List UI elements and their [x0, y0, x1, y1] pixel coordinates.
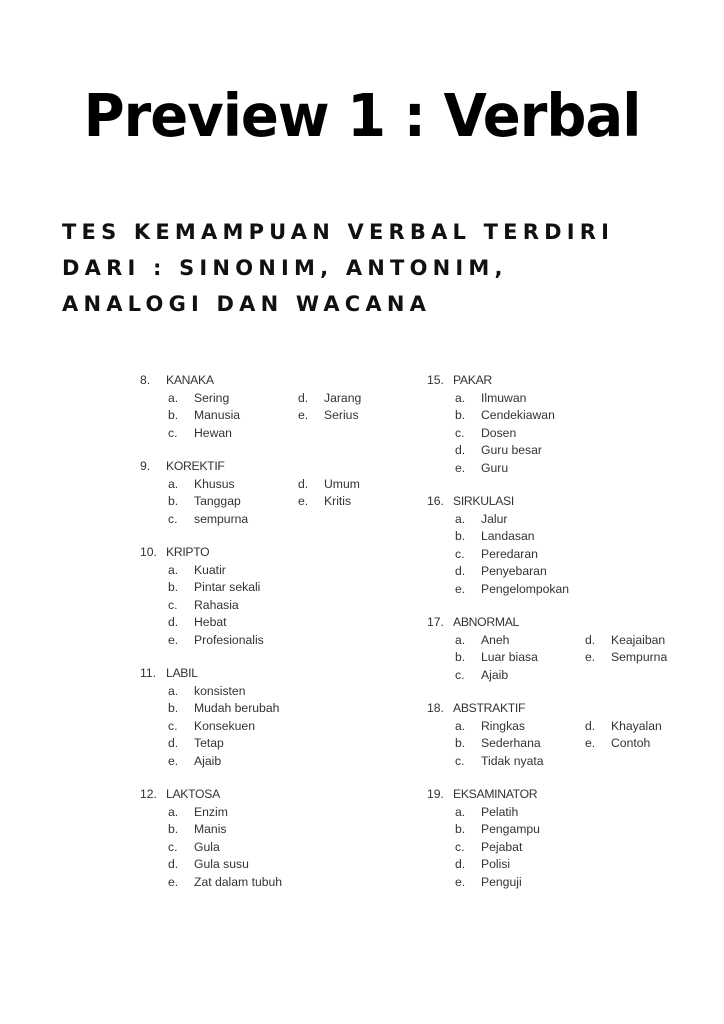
answer-option	[585, 632, 705, 650]
option-letter: c.	[455, 667, 465, 682]
option-list	[427, 632, 705, 685]
question-number: 15.	[427, 373, 444, 387]
option-letter: e.	[585, 736, 596, 750]
question-number: 18.	[427, 701, 444, 715]
answer-option	[455, 442, 655, 460]
answer-option	[455, 425, 655, 443]
question-header	[427, 614, 705, 632]
question-item	[427, 700, 705, 770]
answer-option	[455, 511, 655, 529]
answer-option	[168, 683, 368, 701]
question-header	[140, 665, 418, 683]
option-letter: d.	[298, 476, 309, 491]
question-header	[140, 372, 418, 390]
answer-option	[298, 476, 418, 494]
answer-option	[168, 874, 368, 892]
question-word: KOREKTIF	[166, 459, 225, 473]
option-text: Zat dalam tubuh	[194, 874, 283, 889]
question-column-left	[140, 372, 418, 907]
option-letter: a.	[168, 390, 179, 405]
question-word: LAKTOSA	[166, 787, 220, 801]
option-text: Penyebaran	[481, 564, 547, 578]
option-text: Hebat	[194, 615, 227, 629]
option-letter: c.	[168, 839, 178, 854]
answer-option	[168, 476, 298, 494]
option-text: Manis	[194, 822, 227, 836]
answer-option	[455, 528, 655, 546]
answer-option	[168, 597, 368, 615]
option-text: Sempurna	[611, 650, 668, 664]
option-text: Rahasia	[194, 597, 239, 612]
question-header	[427, 700, 705, 718]
option-text: Jalur	[481, 511, 508, 526]
answer-option	[455, 581, 655, 599]
option-text: Serius	[324, 408, 359, 422]
question-number: 17.	[427, 615, 444, 629]
option-letter: e.	[168, 632, 179, 647]
answer-option	[455, 856, 655, 874]
answer-option	[168, 579, 368, 597]
answer-option	[168, 511, 298, 529]
option-letter: a.	[168, 804, 179, 819]
answer-option	[168, 753, 368, 771]
option-letter: a.	[455, 390, 466, 405]
answer-option	[455, 804, 655, 822]
question-number: 19.	[427, 787, 444, 801]
option-text: Pejabat	[481, 839, 523, 854]
answer-option	[455, 390, 655, 408]
question-item	[427, 614, 705, 684]
option-text: Hewan	[194, 425, 232, 440]
option-text: konsisten	[194, 683, 246, 698]
option-letter: d.	[168, 615, 179, 629]
option-text: Tidak nyata	[481, 753, 544, 768]
option-letter: a.	[168, 562, 179, 577]
option-list	[140, 804, 418, 892]
option-letter: e.	[298, 494, 309, 508]
answer-option	[168, 804, 368, 822]
answer-option	[168, 735, 368, 753]
option-text: Pengampu	[481, 822, 540, 836]
option-letter: b.	[168, 822, 179, 836]
option-text: Ringkas	[481, 718, 526, 733]
question-word: PAKAR	[453, 373, 492, 387]
question-header	[427, 786, 705, 804]
option-list	[140, 683, 418, 771]
answer-option	[168, 407, 298, 425]
option-list	[427, 390, 705, 478]
option-text: Ilmuwan	[481, 390, 527, 405]
question-word: ABNORMAL	[453, 615, 520, 629]
subtitle-line: ANALOGI DAN WACANA	[62, 292, 432, 316]
option-text: Peredaran	[481, 546, 538, 561]
option-text: Guru besar	[481, 443, 542, 457]
option-text: Polisi	[481, 857, 511, 871]
option-text: Tetap	[194, 736, 224, 750]
answer-option	[585, 735, 705, 753]
option-letter: c.	[455, 753, 465, 768]
question-item	[140, 665, 418, 770]
question-item	[140, 544, 418, 649]
option-letter: a.	[455, 804, 466, 819]
answer-option	[168, 562, 368, 580]
option-letter: a.	[168, 476, 179, 491]
option-text: Enzim	[194, 804, 228, 819]
answer-option	[455, 735, 585, 753]
option-list	[140, 562, 418, 650]
answer-option	[585, 718, 705, 736]
option-text: Profesionalis	[194, 632, 264, 647]
answer-option	[298, 493, 418, 511]
option-text: Kritis	[324, 494, 352, 508]
option-text: Landasan	[481, 529, 535, 543]
option-letter: d.	[585, 718, 596, 733]
option-letter: b.	[455, 650, 466, 664]
subtitle-line: TES KEMAMPUAN VERBAL TERDIRI	[62, 220, 615, 244]
option-text: Gula susu	[194, 857, 249, 871]
question-column-right	[427, 372, 705, 907]
answer-option	[168, 821, 368, 839]
option-letter: e.	[585, 650, 596, 664]
option-letter: b.	[168, 580, 179, 594]
option-text: Kuatir	[194, 562, 226, 577]
option-text: Mudah berubah	[194, 701, 280, 715]
option-letter: d.	[168, 736, 179, 750]
question-header	[140, 786, 418, 804]
question-item	[140, 372, 418, 442]
option-letter: e.	[168, 874, 179, 889]
option-text: Gula	[194, 839, 220, 854]
question-number: 8.	[140, 373, 151, 387]
question-header	[140, 544, 418, 562]
question-word: KANAKA	[166, 373, 214, 387]
option-text: Ajaib	[481, 667, 509, 682]
question-word: ABSTRAKTIF	[453, 701, 526, 715]
answer-option	[455, 667, 585, 685]
answer-option	[455, 407, 655, 425]
option-text: Ajaib	[194, 753, 222, 768]
option-letter: b.	[455, 822, 466, 836]
option-list	[427, 804, 705, 892]
option-letter: d.	[298, 390, 309, 405]
option-letter: d.	[455, 564, 466, 578]
question-item	[140, 458, 418, 528]
option-letter: a.	[168, 683, 179, 698]
option-text: Konsekuen	[194, 718, 255, 733]
answer-option	[455, 753, 585, 771]
option-text: Penguji	[481, 874, 522, 889]
question-item	[140, 786, 418, 891]
option-letter: e.	[168, 753, 179, 768]
option-letter: c.	[455, 546, 465, 561]
answer-option	[455, 839, 655, 857]
option-letter: a.	[455, 718, 466, 733]
answer-option	[168, 632, 368, 650]
option-list	[140, 390, 418, 443]
answer-option	[298, 407, 418, 425]
answer-option	[585, 649, 705, 667]
answer-option	[168, 614, 368, 632]
question-number: 10.	[140, 545, 157, 559]
option-letter: a.	[455, 632, 466, 647]
option-letter: b.	[168, 408, 179, 422]
option-letter: e.	[455, 581, 466, 596]
option-letter: b.	[455, 529, 466, 543]
subtitle	[62, 214, 702, 322]
option-text: Keajaiban	[611, 632, 666, 647]
option-letter: b.	[455, 408, 466, 422]
question-item	[427, 372, 705, 477]
answer-option	[168, 390, 298, 408]
answer-option	[298, 390, 418, 408]
option-text: Umum	[324, 476, 360, 491]
option-letter: d.	[168, 857, 179, 871]
question-item	[427, 786, 705, 891]
option-letter: d.	[455, 443, 466, 457]
page-title: Preview 1 : Verbal	[83, 82, 641, 151]
option-letter: e.	[298, 408, 309, 422]
question-word: LABIL	[166, 666, 198, 680]
option-text: sempurna	[194, 511, 249, 526]
question-header	[427, 372, 705, 390]
answer-option	[455, 563, 655, 581]
option-text: Pelatih	[481, 804, 519, 819]
option-text: Khusus	[194, 476, 235, 491]
option-text: Luar biasa	[481, 650, 538, 664]
option-text: Pengelompokan	[481, 581, 570, 596]
option-letter: e.	[455, 874, 466, 889]
option-text: Khayalan	[611, 718, 662, 733]
option-letter: b.	[168, 494, 179, 508]
answer-option	[455, 546, 655, 564]
option-text: Manusia	[194, 408, 241, 422]
option-letter: b.	[168, 701, 179, 715]
option-text: Sering	[194, 390, 230, 405]
question-header	[140, 458, 418, 476]
option-text: Pintar sekali	[194, 580, 261, 594]
option-letter: e.	[455, 460, 466, 475]
question-word: KRIPTO	[166, 545, 210, 559]
question-number: 12.	[140, 787, 157, 801]
answer-option	[455, 649, 585, 667]
option-text: Guru	[481, 460, 509, 475]
answer-option	[168, 700, 368, 718]
answer-option	[168, 856, 368, 874]
option-text: Cendekiawan	[481, 408, 555, 422]
option-letter: b.	[455, 736, 466, 750]
answer-option	[455, 460, 655, 478]
option-letter: c.	[168, 425, 178, 440]
option-letter: c.	[455, 839, 465, 854]
option-letter: d.	[455, 857, 466, 871]
question-number: 11.	[140, 666, 157, 680]
option-text: Tanggap	[194, 494, 241, 508]
option-letter: d.	[585, 632, 596, 647]
option-text: Sederhana	[481, 736, 541, 750]
answer-option	[455, 874, 655, 892]
option-text: Jarang	[324, 390, 362, 405]
question-item	[427, 493, 705, 598]
answer-option	[168, 839, 368, 857]
question-number: 9.	[140, 459, 151, 473]
option-letter: c.	[455, 425, 465, 440]
option-text: Contoh	[611, 736, 651, 750]
option-letter: c.	[168, 718, 178, 733]
answer-option	[168, 718, 368, 736]
question-word: EKSAMINATOR	[453, 787, 538, 801]
answer-option	[455, 821, 655, 839]
option-list	[427, 718, 705, 771]
answer-option	[455, 718, 585, 736]
answer-option	[168, 425, 298, 443]
option-letter: c.	[168, 511, 178, 526]
option-list	[140, 476, 418, 529]
option-text: Dosen	[481, 425, 517, 440]
option-letter: a.	[455, 511, 466, 526]
answer-option	[455, 632, 585, 650]
question-word: SIRKULASI	[453, 494, 514, 508]
question-header	[427, 493, 705, 511]
option-text: Aneh	[481, 632, 510, 647]
option-letter: c.	[168, 597, 178, 612]
question-number: 16.	[427, 494, 444, 508]
subtitle-line: DARI : SINONIM, ANTONIM,	[62, 256, 508, 280]
option-list	[427, 511, 705, 599]
answer-option	[168, 493, 298, 511]
